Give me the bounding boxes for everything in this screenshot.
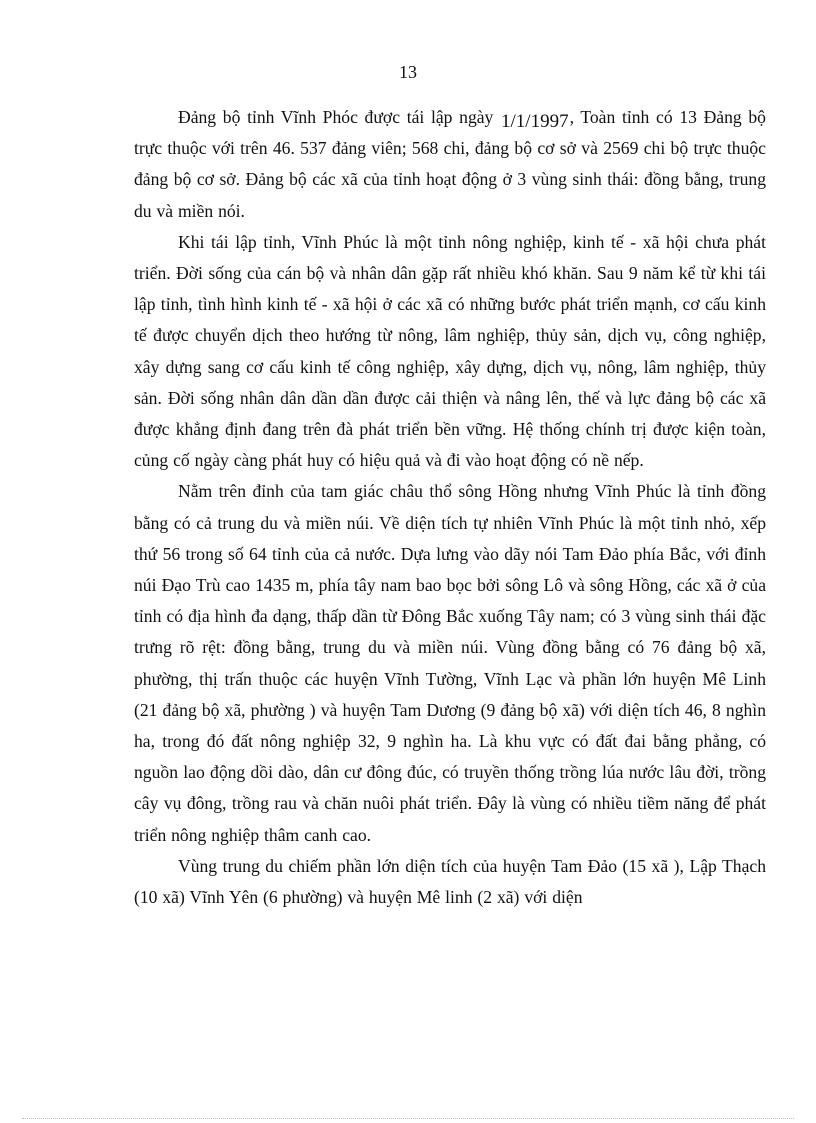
paragraph-text: , Toàn tỉnh có 13 Đảng bộ trực thuộc với trên 46. 537 đảng viên; 568 chi, đảng bộ cơ sở và 2569 chi bộ trực thuộc đảng bộ cơ sở. Đảng bộ các xã của tỉnh hoạt động ở 3 vùng sinh thái: đồng bằng, trung du và miền nói.	[134, 107, 766, 221]
document-body	[134, 102, 766, 913]
page-bottom-divider	[22, 1118, 794, 1119]
page-number: 13	[399, 62, 417, 82]
paragraph-text: Đảng bộ tỉnh Vĩnh Phóc được tái lập ngày	[178, 107, 501, 127]
paragraph-economic-development: Khi tái lập tỉnh, Vĩnh Phúc là một tỉnh nông nghiệp, kinh tế - xã hội chưa phát triển. Đời sống của cán bộ và nhân dân gặp rất nhiều khó khăn. Sau 9 năm kể từ khi tái lập tỉnh, tình hình kinh tế - xã hội ở các xã có những bước phát triển mạnh, cơ cấu kinh tế được chuyển dịch theo hướng từ nông, lâm nghiệp, thủy sản, dịch vụ, công nghiệp, xây dựng sang cơ cấu kinh tế công nghiệp, xây dựng, dịch vụ, nông, lâm nghiệp, thủy sản. Đời sống nhân dân dần dần được cải thiện và nâng lên, thế và lực đảng bộ các xã được khẳng định đang trên đà phát triển bền vững. Hệ thống chính trị được kiện toàn, củng cố ngày càng phát huy có hiệu quả và đi vào hoạt động có nề nếp.	[134, 231, 766, 471]
reestablishment-date: 1/1/1997	[501, 111, 569, 132]
paragraph-party-reestablishment	[134, 102, 766, 227]
paragraph-geography: Nằm trên đỉnh của tam giác châu thổ sông Hồng nhưng Vĩnh Phúc là tỉnh đồng bằng có cả trung du và miền núi. Về diện tích tự nhiên Vĩnh Phúc là một tỉnh nhỏ, xếp thứ 56 trong số 64 tỉnh của cả nước. Dựa lưng vào dãy nói Tam Đảo phía Bắc, với đỉnh núi Đạo Trù cao 1435 m, phía tây nam bao bọc bởi sông Lô và sông Hồng, các xã ở của tỉnh có địa hình đa dạng, thấp dần từ Đông Bắc xuống Tây nam; có 3 vùng sinh thái đặc trưng rõ rệt: đồng bằng, trung du và miền núi. Vùng đồng bằng có 76 đảng bộ xã, phường, thị trấn thuộc các huyện Vĩnh Tường, Vĩnh Lạc và phần lớn huyện Mê Linh (21 đảng bộ xã, phường ) và huyện Tam Dương (9 đảng bộ xã) với diện tích 46, 8 nghìn ha, trong đó đất nông nghiệp 32, 9 nghìn ha. Là khu vực có đất đai bằng phẳng, có nguồn lao động dồi dào, dân cư đông đúc, có truyền thống trồng lúa nước lâu đời, trồng cây vụ đông, trồng rau và chăn nuôi phát triển. Đây là vùng có nhiều tiềm năng để phát triển nông nghiệp thâm canh cao.	[134, 481, 766, 845]
paragraph-midland-region: Vùng trung du chiếm phần lớn diện tích của huyện Tam Đảo (15 xã ), Lập Thạch (10 xã) Vĩnh Yên (6 phường) và huyện Mê linh (2 xã) với diện	[134, 855, 766, 908]
